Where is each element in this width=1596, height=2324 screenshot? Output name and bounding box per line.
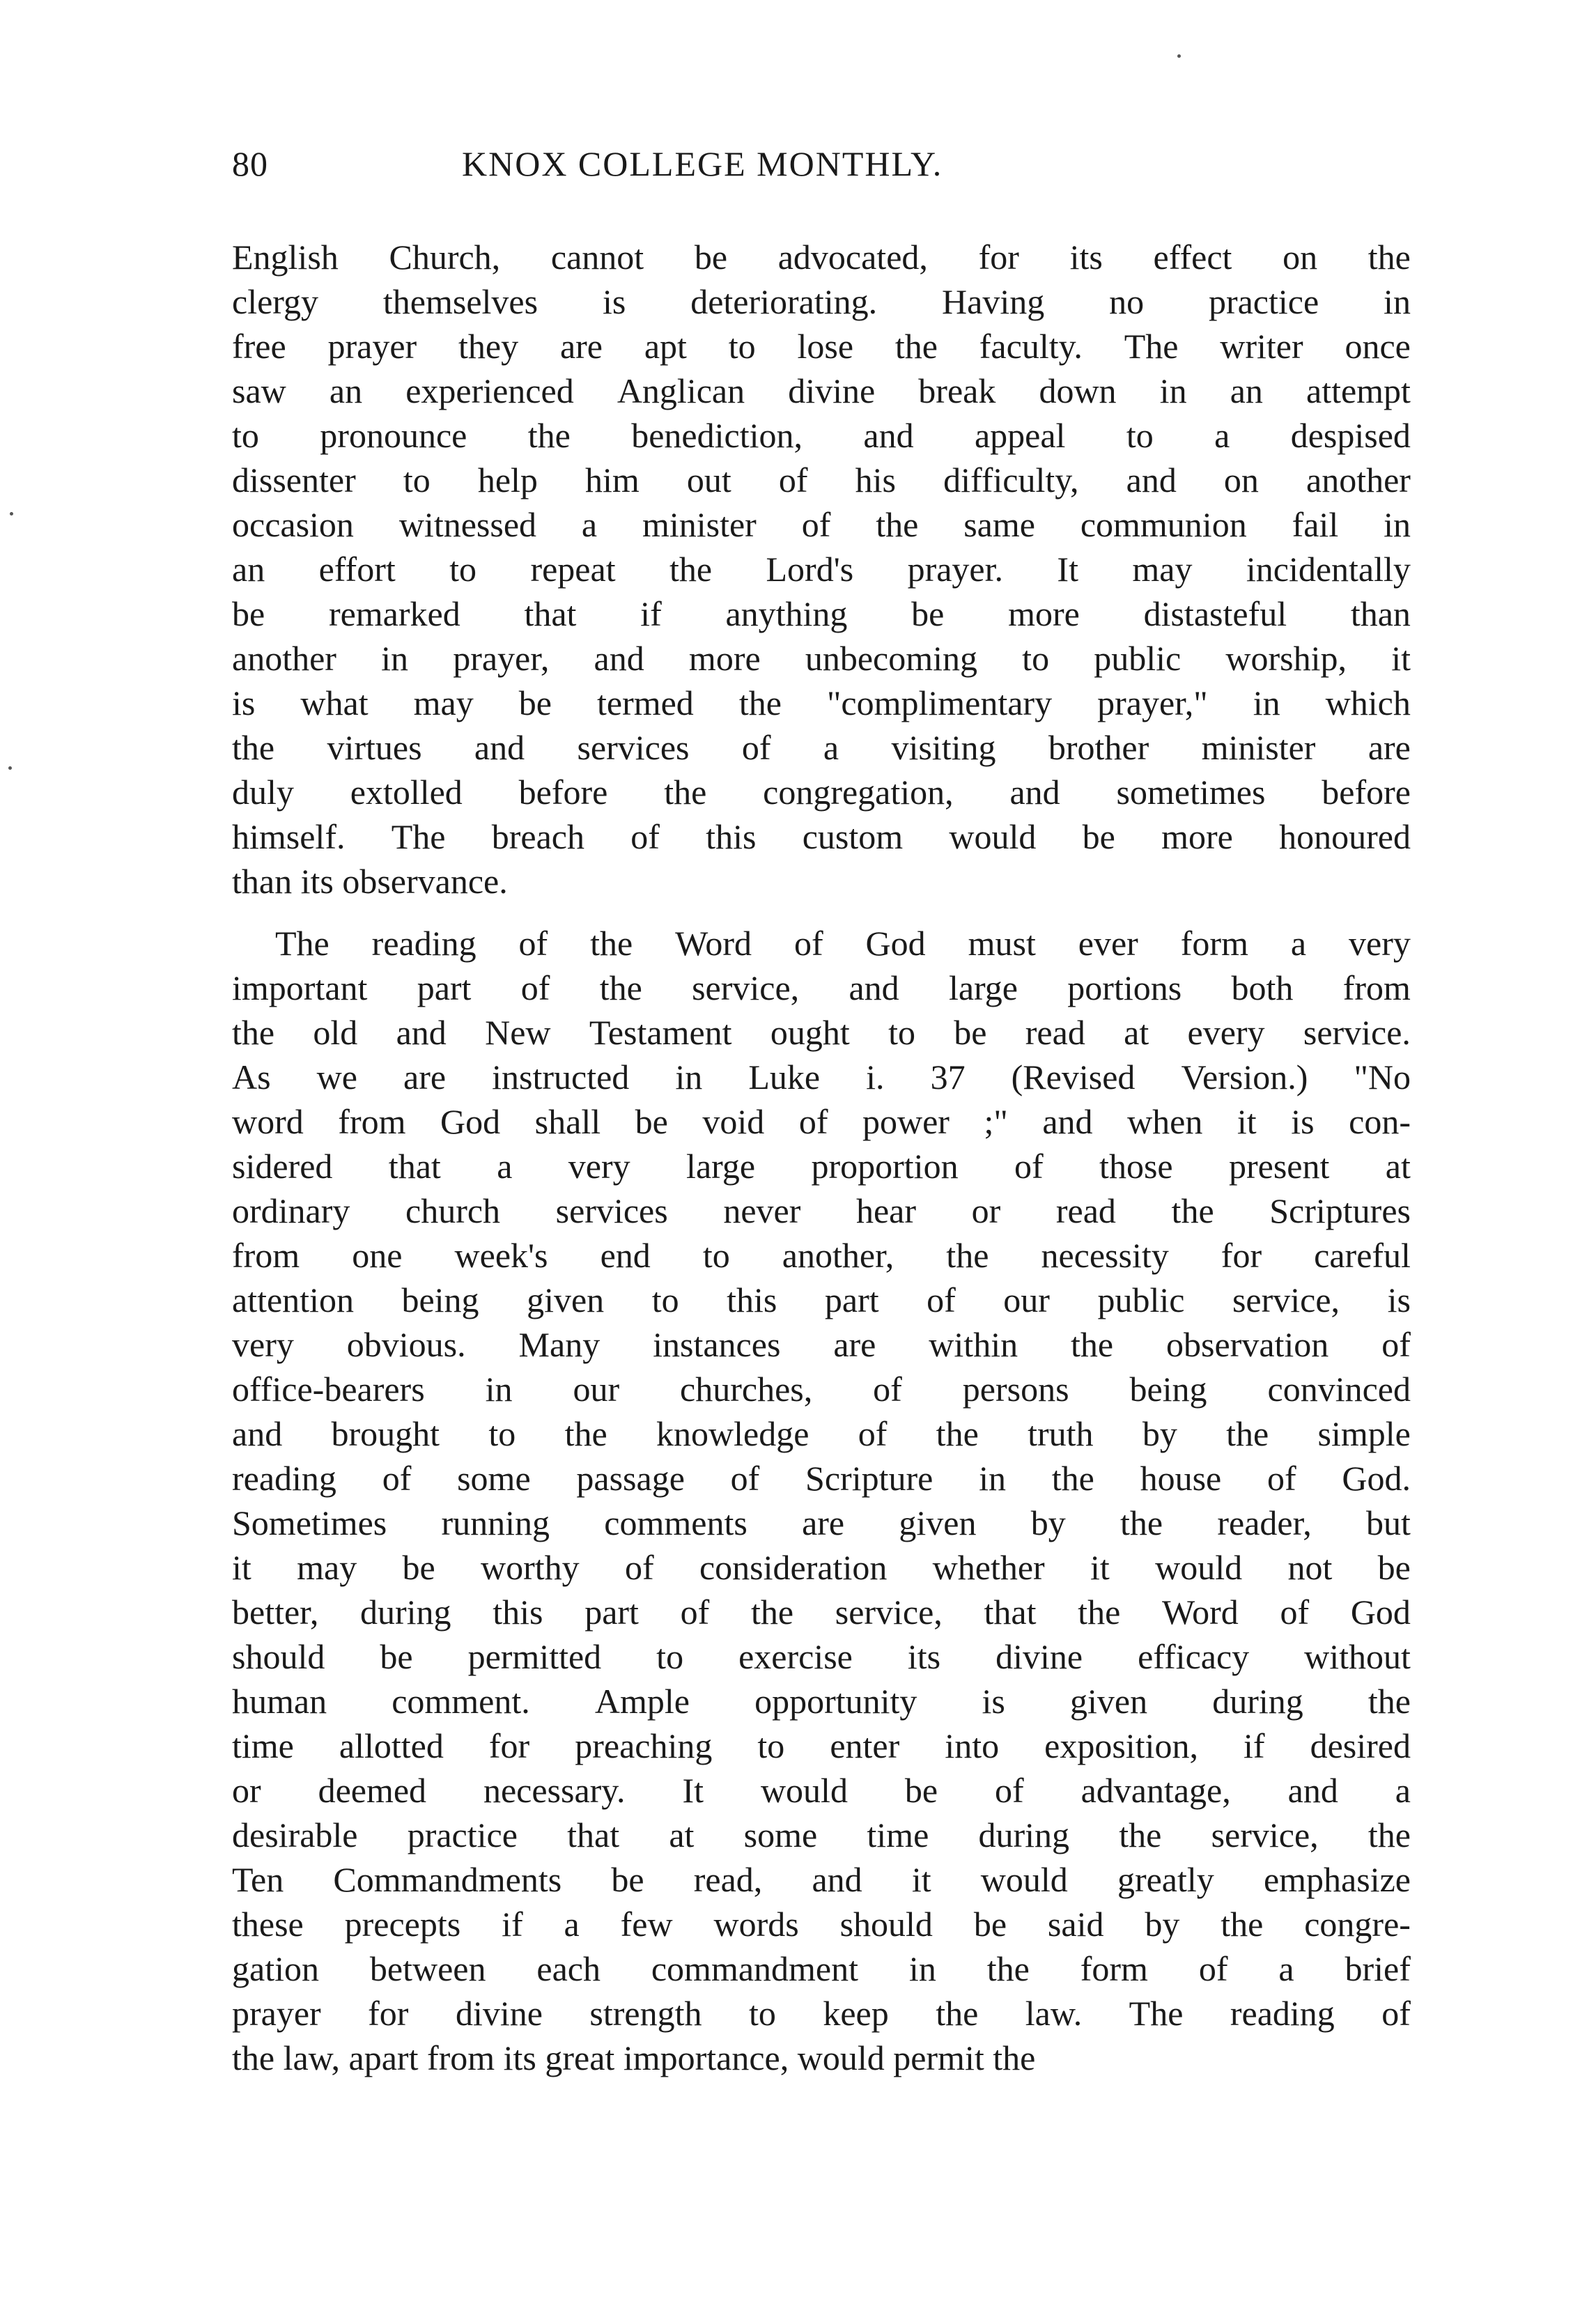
text-line: clergy themselves is deteriorating. Having no practice in <box>232 282 1411 321</box>
text-line: word from God shall be void of power ;" and when it is con- <box>232 1102 1411 1141</box>
text-line: prayer for divine strength to keep the law. The reading of <box>232 1994 1411 2033</box>
text-line: English Church, cannot be advocated, for its effect on the <box>232 238 1411 277</box>
text-line: should be permitted to exercise its divine efficacy without <box>232 1637 1411 1676</box>
running-title: KNOX COLLEGE MONTHLY. <box>462 144 943 183</box>
text-line: Sometimes running comments are given by the reader, but <box>232 1503 1411 1542</box>
text-line: very obvious. Many instances are within the observation of <box>232 1325 1411 1364</box>
text-line: ordinary church services never hear or read the Scriptures <box>232 1191 1411 1230</box>
body-text <box>232 235 1411 2080</box>
text-line: desirable practice that at some time during the service, the <box>232 1815 1411 1854</box>
text-line: duly extolled before the congregation, and sometimes before <box>232 773 1411 812</box>
text-line: office-bearers in our churches, of persons being convinced <box>232 1370 1411 1409</box>
text-line: be remarked that if anything be more distasteful than <box>232 594 1411 633</box>
text-line: himself. The breach of this custom would be more honoured <box>232 817 1411 856</box>
text-line: the law, apart from its great importance, would permit the <box>232 2038 1036 2077</box>
text-line: better, during this part of the service, that the Word of God <box>232 1593 1411 1632</box>
text-line: to pronounce the benediction, and appeal to a despised <box>232 416 1411 455</box>
scan-speck <box>1177 54 1181 58</box>
text-line: an effort to repeat the Lord's prayer. It may incidentally <box>232 550 1411 589</box>
text-line: saw an experienced Anglican divine break down in an attempt <box>232 371 1411 410</box>
text-line: important part of the service, and large portions both from <box>232 968 1411 1007</box>
text-line: occasion witnessed a minister of the same communion fail in <box>232 505 1411 544</box>
text-line: reading of some passage of Scripture in the house of God. <box>232 1459 1411 1498</box>
text-line: or deemed necessary. It would be of advantage, and a <box>232 1771 1411 1810</box>
text-line: dissenter to help him out of his difficulty, and on another <box>232 460 1411 499</box>
text-line: and brought to the knowledge of the truth by the simple <box>232 1414 1411 1453</box>
text-line: is what may be termed the "complimentary prayer," in which <box>232 683 1411 722</box>
text-line: Ten Commandments be read, and it would greatly emphasize <box>232 1860 1411 1899</box>
text-line: these precepts if a few words should be said by the congre- <box>232 1905 1411 1944</box>
text-line: the virtues and services of a visiting brother minister are <box>232 728 1411 767</box>
running-header <box>232 139 1416 188</box>
text-line: it may be worthy of consideration whether it would not be <box>232 1548 1411 1587</box>
text-line: The reading of the Word of God must ever form a very <box>275 924 1411 963</box>
text-line: human comment. Ample opportunity is given during the <box>232 1682 1411 1721</box>
text-line: As we are instructed in Luke i. 37 (Revised Version.) "No <box>232 1058 1411 1097</box>
text-line: gation between each commandment in the form of a brief <box>232 1949 1411 1988</box>
text-line: than its observance. <box>232 862 508 901</box>
text-line: time allotted for preaching to enter into exposition, if desired <box>232 1726 1411 1765</box>
paragraph <box>232 235 1411 904</box>
scan-speck <box>8 766 12 770</box>
page-number: 80 <box>232 144 268 183</box>
text-line: free prayer they are apt to lose the faculty. The writer once <box>232 327 1411 366</box>
text-line: the old and New Testament ought to be read at every service. <box>232 1013 1411 1052</box>
text-line: sidered that a very large proportion of those present at <box>232 1147 1411 1186</box>
text-line: attention being given to this part of our public service, is <box>232 1280 1411 1319</box>
paragraph <box>232 921 1411 2080</box>
text-line: from one week's end to another, the necessity for careful <box>232 1236 1411 1275</box>
text-line: another in prayer, and more unbecoming to public worship, it <box>232 639 1411 678</box>
paragraph-gap <box>232 904 1411 921</box>
scan-speck <box>10 512 13 516</box>
